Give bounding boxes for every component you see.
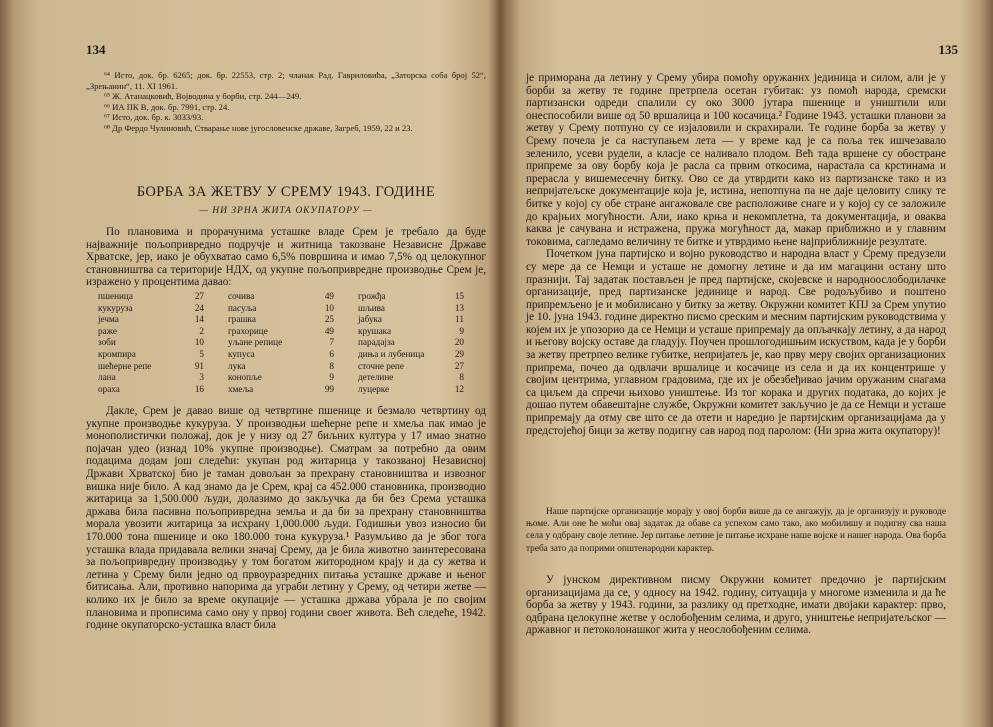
crop-name: пасуља — [228, 302, 257, 313]
crop-value: 27 — [454, 360, 464, 371]
crop-row — [98, 314, 488, 326]
chapter-subtitle: — НИ ЗРНА ЖИТА ОКУПАТОРУ — — [199, 206, 373, 216]
crop-name: кромпира — [98, 348, 136, 359]
crop-name: уљане репице — [228, 337, 283, 348]
paragraph: По плановима и прорачунима усташке владе Срем је требало да буде најважније пољопривредно подручје и житница такозване Независне Државе Хрватске, јер, иако је обухватао само 6,5% површина и имао 7,5% од целокупног становништва са територије НДХ, од укупне пољопривредне производње Срем је, изражено у процентима давао: — [86, 226, 486, 289]
crop-name: купуса — [228, 348, 255, 359]
crop-value: 9 — [329, 372, 334, 383]
crop-cell — [98, 372, 228, 384]
crop-name: пшеница — [98, 291, 133, 301]
crop-row — [98, 372, 488, 384]
crop-cell — [98, 314, 228, 326]
crop-value: 6 — [329, 348, 334, 359]
footnote: ⁶⁴ Исто, док. бр. 6265; док. бр. 22553, стр. 2; чланак Рад. Гавриловића, „Заторска соба број 52“, „Зрењанин“, 11. XI 1961. — [86, 70, 486, 91]
footnote: ⁶⁶ ИА ПК В, док. бр. 7991, стр. 24. — [104, 101, 230, 112]
crop-value: 29 — [454, 348, 464, 359]
crop-name: парадајза — [358, 337, 395, 348]
crop-name: сочива — [228, 291, 255, 301]
crop-row — [98, 326, 488, 338]
crop-cell — [98, 291, 228, 303]
crop-cell — [358, 372, 488, 384]
crop-row — [98, 349, 488, 361]
crop-value: 10 — [324, 302, 334, 313]
crop-name: јабука — [358, 314, 382, 325]
crop-name: луцерке — [358, 383, 390, 394]
crop-name: лука — [228, 360, 246, 371]
right-page — [526, 0, 958, 727]
crop-value: 7 — [329, 337, 334, 348]
crop-cell — [98, 384, 228, 396]
crop-cell — [358, 337, 488, 349]
crop-cell — [228, 303, 358, 315]
crop-row — [98, 337, 488, 349]
crop-name: грашка — [228, 314, 256, 325]
crop-name: зоби — [98, 337, 116, 348]
crop-cell — [358, 303, 488, 315]
body-text — [86, 226, 486, 289]
crop-cell — [98, 349, 228, 361]
crop-value: 12 — [454, 383, 464, 394]
crop-row — [98, 291, 488, 303]
crop-cell — [98, 337, 228, 349]
crop-cell — [228, 384, 358, 396]
paragraph: Почетком јуна партијско и војно руководство и народна власт у Срему предузели су мере да се Немци и усташе не домогну летине и да им магацини остану што празнији. Тај задатак постављен је пред партијске, скојевске и народноослободилачке организације, пред партизанске јединице и народ. Све родољубиво и поштено припремљено је и мобилисано у битку за жетву. Окружни комитет КПЈ за Срем упутио је 10. јуна 1943. године директно писмо среским и месним партијским руководствима у којем их је упозорио да се Немци и усташе припремају да опљачкају летину, а да народ и његову војску оставе да гладују. Поучен прошлогодишњим искуством, када је у борби за жетву претрпео велике губитке, непријатељ је, као прву меру својих организационих припрема, почео да одвлачи вршалице и косачице из села и да их концентрише у својим центрима, углавном градовима, где их је обезбеђивао јачим оружаним снагама са циљем да спречи њихово уништење. Из тог корака и других података, до којих је дошао путем обавештајне службе, Окружни комитет закључио је да се Немци и усташе припремају да отму све што се да отети и наредио је партијским организацијама да у предстојећој бици за жетву подигну сав народ под паролом: (Ни зрна жита окупатору)! — [526, 248, 946, 437]
crop-name: конопље — [228, 372, 262, 383]
crop-percentage-table — [98, 291, 488, 395]
crop-cell — [358, 384, 488, 396]
crop-cell — [358, 349, 488, 361]
crop-cell — [358, 291, 488, 303]
page-number: 134 — [86, 42, 106, 57]
crop-cell — [358, 326, 488, 338]
crop-cell — [228, 326, 358, 338]
crop-name: хмеља — [228, 383, 254, 394]
crop-value: 11 — [455, 314, 464, 325]
paragraph: је приморана да летину у Срему убира помоћу оружаних јединица и силом, али је у борби за жетву те године претрпела осетан губитак: уз помоћ народа, сремски партизански одреди спалили су око 3000 јутара пшенице и уништили или онеспособили више од 50 вршалица и 100 косачица.² Године 1943. усташки планови за жетву у Срему потпуно су се изјаловили и скрахирали. Те године борба за жетву у Срему почела је са наступањем лета — у време кад је са поља тек ишчезавало зеленило, усеви рудели, а класје се наливало плодом. Већ тада вршене су обостране припреме за ову борбу која је расла са првим откосима, нарастала са крстинама и прерасла у вишемесечну битку. Ово се да утврдити како из партизанске тако и из непријатељске документације која је, истина, непотпуна па не даје целовиту слику те битке у којој су обе стране ангажовале све расположиве снаге и у којој су се заложиле до крајњих могућности. Али, иако крња и некомплетна, та документација, и оваква каква је сачувана и истражена, пружа могућност да, макар приближно и у главним токовима, сагледамо величину те битке и утврдимо њене најприближније резултате. — [526, 72, 946, 248]
crop-value: 10 — [194, 337, 204, 348]
crop-name: раже — [98, 325, 117, 336]
body-text — [526, 72, 946, 437]
crop-value: 3 — [199, 372, 204, 383]
paragraph: У јунском директивном писму Окружни комитет предочио је партијским организацијама да се, у односу на 1942. годину, ситуација у многоме изменила и да ће борба за жетву у 1943. години, за разлику од претходне, имати двојаки карактер: прво, одбрана целокупне жетве у ослобођеним селима, и друго, уништење непријатељског — државног и петоколонашког жита у неослобођеним селима. — [526, 574, 946, 637]
crop-value: 15 — [454, 291, 464, 301]
paragraph: Дакле, Срем је давао више од четвртине пшенице и безмало четвртину од укупне производње кукуруза. У производњи шећерне репе и хмеља пак имао је монополистички положај, док је у низу од 27 биљних култура у 17 имао знатно појачан удео (изнад 10% укупне производње). Сматрам за потребно да овим подацима додам још следећи: укупан род житарица у такозваној Независној Држави Хрватској био је таман довољан за прехрану становништва и извозног вишка није било. А кад знамо да је Срем, крај са 452.000 становника, производио житарица за 1,500.000 људи, долазимо до закључка да би без Срема усташка држава била пасивна пољопривредна земља и да би за прехрану становништва морала увозити житарица за исхрану 1,000.000 људи. Годишњи увоз износио би 170.000 тона пшенице и око 180.000 тона кукуруза.¹ Разумљиво да је због тога усташка влада придавала велики значај Срему, да је била животно заинтересована за пољопривредну производњу у том богатом житородном крају и да су жетва и летина у Срему били једно од првоуразредних питања усташке државе и њеног битисања. Али, противно напорима да уграби летину у Срему, од четири жетве — колико их је било за време окупације — усташка држава убрала је по својим плановима и прописима само ону у првој години своег живота. Већ следеће, 1942. године окупаторско-усташка власт била — [86, 405, 486, 632]
crop-value: 20 — [454, 337, 464, 348]
crop-cell — [228, 314, 358, 326]
crop-value: 5 — [199, 348, 204, 359]
crop-value: 24 — [194, 302, 204, 313]
crop-row — [98, 303, 488, 315]
body-text — [86, 405, 486, 632]
page-number: 135 — [938, 42, 958, 57]
crop-name: лана — [98, 372, 116, 383]
crop-cell — [98, 361, 228, 373]
crop-name: крушака — [358, 325, 392, 336]
crop-cell — [228, 291, 358, 303]
crop-value: 91 — [194, 360, 204, 371]
crop-name: шећерне репе — [98, 360, 152, 371]
crop-value: 8 — [329, 360, 334, 371]
footnote: ⁶⁷ Исто, док. бр. к. 3033/93. — [104, 112, 204, 123]
quote-text: Наше партијске организације морају у овој борби више да се ангажују, да је организују и руководе њоме. Али оне ће моћи овај задатак да обаве са успехом само тако, ако мобилишу и подигну сва наша села у одбрану своје летине. Јер питање летине је питање исхране наше војске и нашег народа. Ова борба треба зато да поприми општенародни карактер. — [526, 507, 946, 554]
crop-value: 16 — [194, 383, 204, 394]
crop-name: јечма — [98, 314, 119, 325]
crop-cell — [358, 361, 488, 373]
crop-cell — [228, 337, 358, 349]
footnotes — [86, 70, 486, 134]
crop-value: 8 — [459, 372, 464, 383]
crop-value: 14 — [194, 314, 204, 325]
crop-value: 9 — [459, 325, 464, 336]
crop-value: 13 — [454, 302, 464, 313]
crop-name: шљива — [358, 302, 385, 313]
crop-cell — [98, 303, 228, 315]
crop-row — [98, 384, 488, 396]
crop-name: сточне репе — [358, 360, 404, 371]
crop-cell — [228, 361, 358, 373]
crop-cell — [98, 326, 228, 338]
footnote: ⁶⁵ Ж. Атанацковић, Војводина у борби, стр. 244—249. — [104, 91, 302, 102]
crop-name: диња и лубеница — [358, 348, 425, 359]
body-text — [526, 574, 946, 637]
crop-value: 99 — [324, 383, 334, 394]
crop-name: кукуруза — [98, 302, 133, 313]
chapter-title: БОРБА ЗА ЖЕТВУ У СРЕМУ 1943. ГОДИНЕ — [136, 184, 436, 200]
crop-value: 49 — [324, 325, 334, 336]
left-page — [56, 0, 486, 727]
crop-name: детелине — [358, 372, 394, 383]
crop-name: грахорице — [228, 325, 268, 336]
quoted-directive — [526, 506, 946, 555]
crop-row — [98, 361, 488, 373]
crop-value: 27 — [194, 291, 204, 301]
crop-value: 49 — [324, 291, 334, 301]
crop-name: ораха — [98, 383, 120, 394]
crop-value: 25 — [324, 314, 334, 325]
footnote: ⁶⁸ Др Фердо Чулиновић, Стварање нове југословенске државе, Загреб, 1959, 22 и 23. — [104, 122, 413, 133]
crop-cell — [228, 349, 358, 361]
crop-cell — [358, 314, 488, 326]
crop-value: 2 — [199, 325, 204, 336]
crop-name: грожђа — [358, 291, 386, 301]
crop-cell — [228, 372, 358, 384]
